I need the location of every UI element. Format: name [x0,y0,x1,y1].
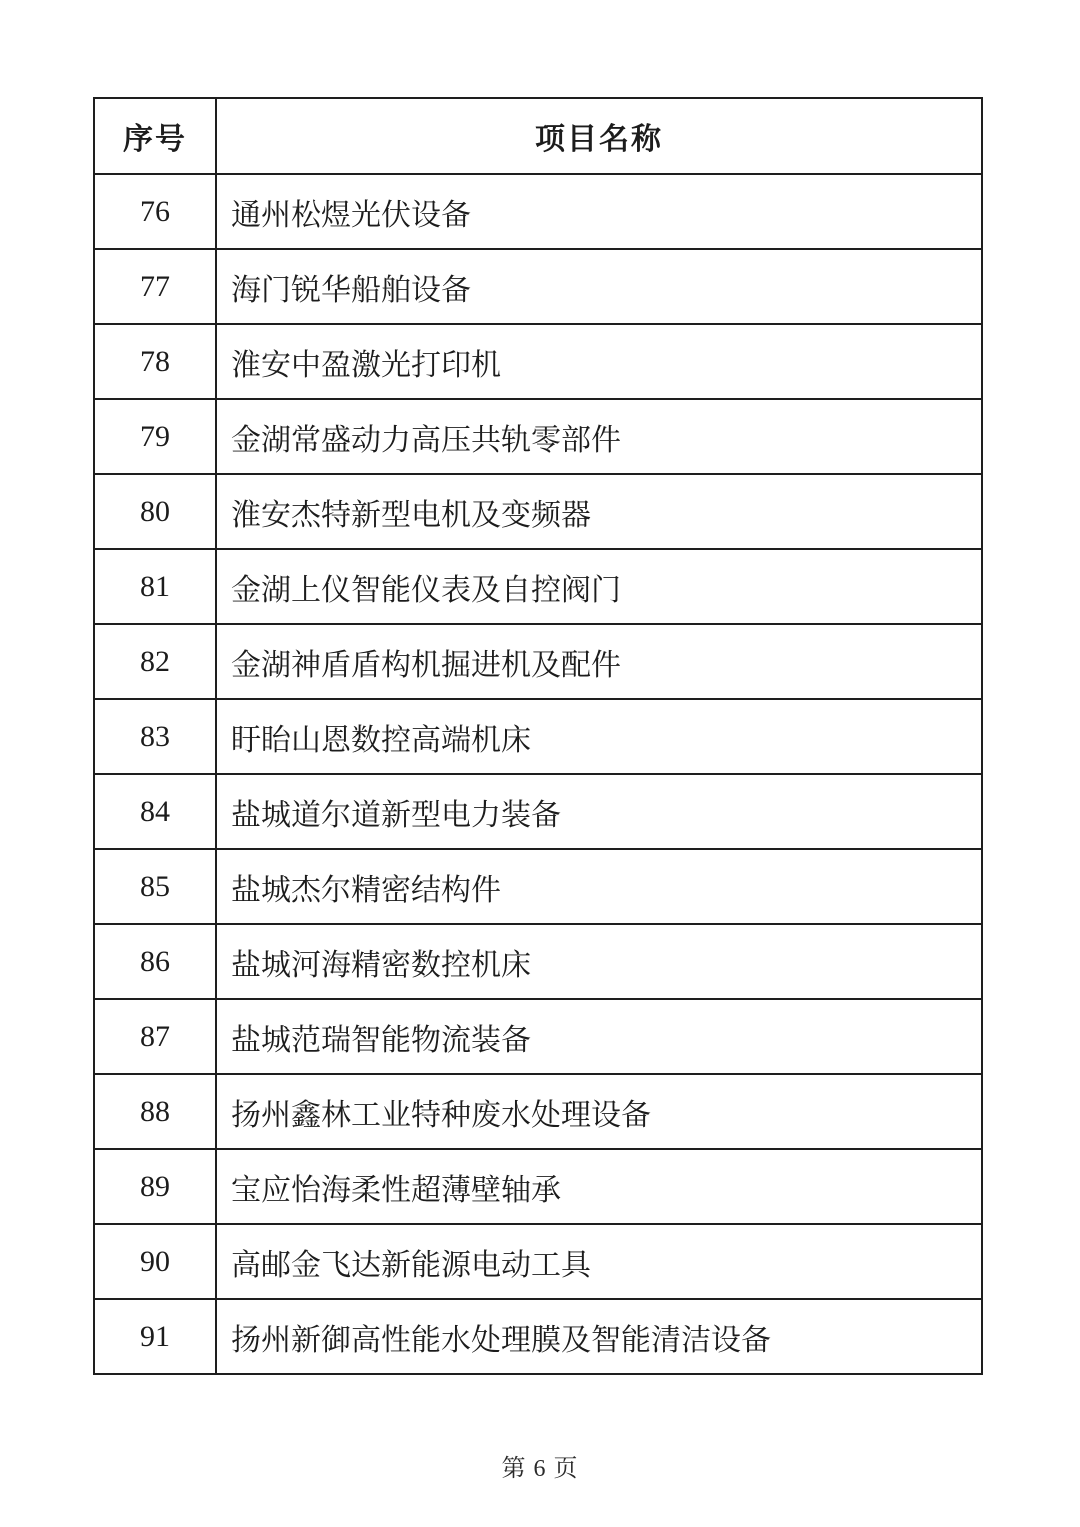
table-row [94,249,982,324]
table-row [94,174,982,249]
header-serial-number: 序号 [94,98,216,174]
table-row [94,1149,982,1224]
table-row [94,1299,982,1374]
header-project-name: 项目名称 [216,98,982,174]
table-row [94,324,982,399]
row-number: 84 [94,774,216,849]
row-number: 77 [94,249,216,324]
table-row [94,699,982,774]
table-row [94,924,982,999]
row-number: 85 [94,849,216,924]
project-name: 海门锐华船舶设备 [216,249,982,324]
project-list-table [93,97,983,1375]
table-row [94,549,982,624]
project-name: 淮安中盈激光打印机 [216,324,982,399]
table-row [94,999,982,1074]
row-number: 79 [94,399,216,474]
row-number: 90 [94,1224,216,1299]
project-name: 高邮金飞达新能源电动工具 [216,1224,982,1299]
project-name: 盐城道尔道新型电力装备 [216,774,982,849]
project-name: 盱眙山恩数控高端机床 [216,699,982,774]
project-name: 盐城河海精密数控机床 [216,924,982,999]
table-header-row [94,98,982,174]
table-row [94,474,982,549]
project-name: 盐城杰尔精密结构件 [216,849,982,924]
row-number: 82 [94,624,216,699]
project-name: 扬州新御高性能水处理膜及智能清洁设备 [216,1299,982,1374]
table-row [94,399,982,474]
table-row [94,849,982,924]
row-number: 80 [94,474,216,549]
project-name: 宝应怡海柔性超薄壁轴承 [216,1149,982,1224]
project-name: 盐城范瑞智能物流装备 [216,999,982,1074]
row-number: 91 [94,1299,216,1374]
row-number: 86 [94,924,216,999]
row-number: 89 [94,1149,216,1224]
row-number: 88 [94,1074,216,1149]
project-name: 金湖上仪智能仪表及自控阀门 [216,549,982,624]
row-number: 76 [94,174,216,249]
project-name: 金湖神盾盾构机掘进机及配件 [216,624,982,699]
table-row [94,774,982,849]
project-name: 通州松煜光伏设备 [216,174,982,249]
row-number: 81 [94,549,216,624]
project-name: 淮安杰特新型电机及变频器 [216,474,982,549]
row-number: 87 [94,999,216,1074]
project-name: 扬州鑫林工业特种废水处理设备 [216,1074,982,1149]
page-number: 第 6 页 [501,1456,579,1482]
row-number: 83 [94,699,216,774]
row-number: 78 [94,324,216,399]
table-row [94,1224,982,1299]
table-row [94,624,982,699]
table-row [94,1074,982,1149]
project-name: 金湖常盛动力高压共轨零部件 [216,399,982,474]
